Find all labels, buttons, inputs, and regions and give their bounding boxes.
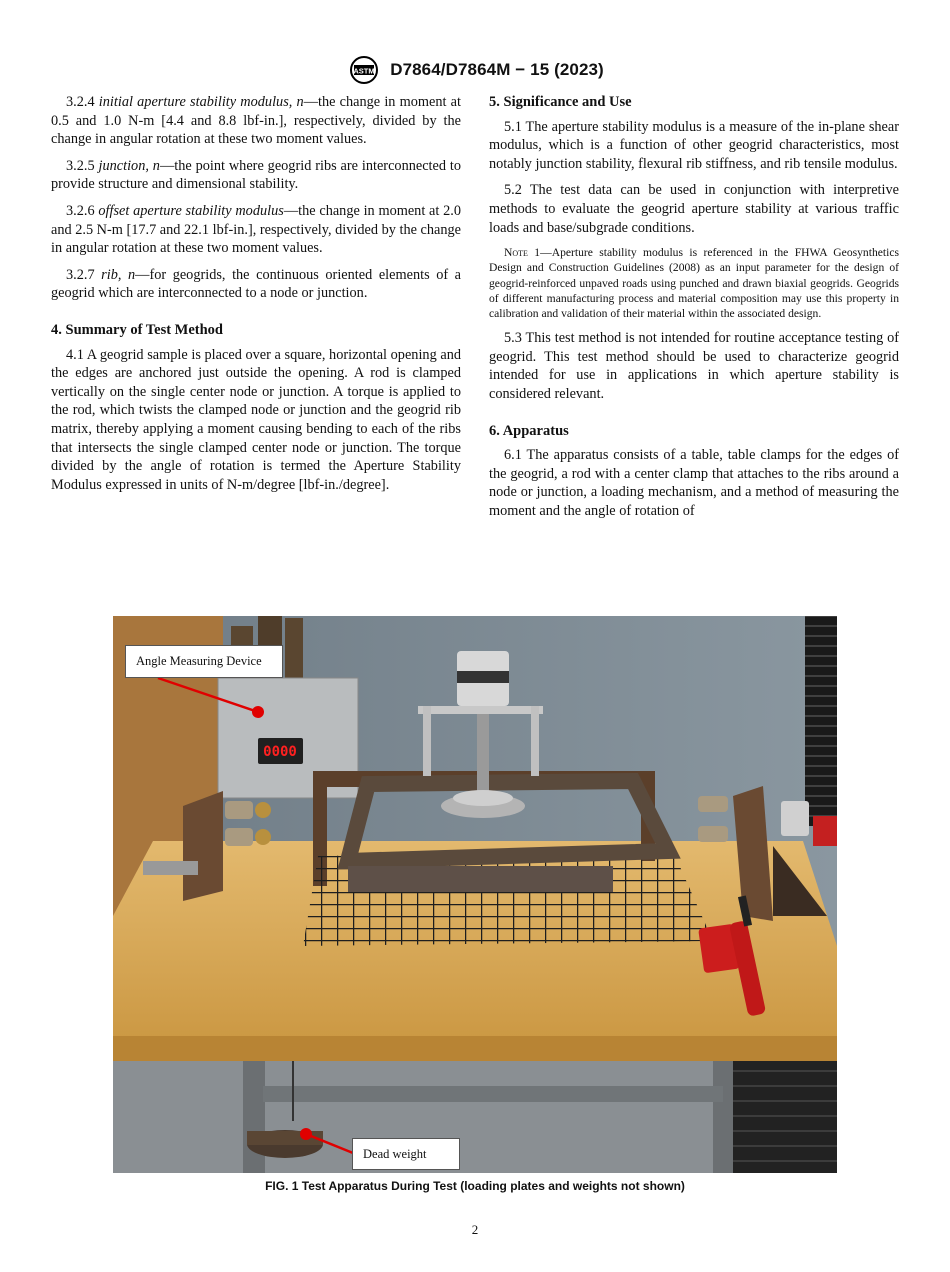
term: rib, n [101,266,136,283]
display-reading: 0000 [263,744,297,760]
table-rail [263,1086,723,1102]
note-1: Note 1—Aperture stability modulus is referenced in the FHWA Geosynthetics Design and Construction Guidelines (2008) as an input parameter for the design of geogrid-reinforced unpaved roads using punched and drawn biaxial geogrids. Geogrids of different manufacturing process and material composition may use this property in calibration and validation of their material within the associated design. [489,246,899,320]
standard-designation: D7864/D7864M − 15 (2023) [390,60,604,79]
bolts [143,861,198,875]
term: junction, n [98,157,160,174]
section-heading-6: 6. Apparatus [489,422,569,439]
left-column [51,93,461,502]
paragraph-3-2-6: 3.2.6 offset aperture stability modulus—the change in moment at 2.0 and 2.5 N-m [17.7 and 22.1 lbf-in.], respectively, divided by the change in angular rotation at these two moment values. [51,202,461,257]
figure-caption: FIG. 1 Test Apparatus During Test (loading plates and weights not shown) [265,1179,685,1193]
section-heading-5: 5. Significance and Use [489,94,632,110]
loading-bracket [418,706,543,714]
paragraph-3-2-4: 3.2.4 initial aperture stability modulus, n—the change in moment at 0.5 and 1.0 N-m [4.4 and 8.8 lbf-in.], respectively, divided by the change in angular rotation at these two moment values. [51,94,462,148]
page-number: 2 [471,1222,479,1237]
paragraph-5-3: 5.3 This test method is not intended for routine acceptance testing of geogrid. This test method should be used to characterize geogrid intended for use in applications in which aperture stability is considered relevant. [489,330,899,402]
term: offset aperture stability modulus [98,202,284,219]
left-clamp [183,791,223,901]
figure-photo [113,616,837,1173]
paragraph-3-2-5: 3.2.5 junction, n—the point where geogrid ribs are interconnected to provide structure and dimensional stability. [51,157,462,193]
table-leg [713,1046,735,1173]
paragraph-6-1: 6.1 The apparatus consists of a table, table clamps for the edges of the geogrid, a rod with a center clamp that attaches to the ribs around a node or junction, a loading mechanism, and a method of measuring the moment and the angle of rotation of [489,447,899,519]
paragraph-5-1: 5.1 The aperture stability modulus is a measure of the in-plane shear modulus, which is a function of other geogrid characteristics, most notably junction stability, flexural rib stiffness, and rib tensile modulus. [489,118,899,172]
mesh-panel [805,616,837,826]
term: initial aperture stability modulus, n [98,94,304,110]
right-column [489,93,899,529]
callout-angle-measuring-device: Angle Measuring Device [125,645,283,678]
logo-text: ASTM [353,66,375,76]
paragraph-5-2: 5.2 The test data can be used in conjunction with interpretive methods to evaluate the geogrid aperture stability at various traffic loads and base/subgrade conditions. [489,182,899,236]
astm-logo-icon [346,55,382,85]
apparatus-illustration [113,616,837,1173]
paragraph-3-2-7: 3.2.7 rib, n—for geogrids, the continuous oriented elements of a geogrid which are interconnected to a node or junction. [51,266,462,302]
page-header [0,55,950,85]
callout-dead-weight: Dead weight [352,1138,460,1170]
section-heading-4: 4. Summary of Test Method [51,321,223,338]
mesh-lower [733,1056,837,1173]
paragraph-4-1: 4.1 A geogrid sample is placed over a square, horizontal opening and the edges are anchored just outside the opening. A rod is clamped vertically on the single center node or junction. A torque is applied to the rod, which twists the clamped node or junction and the geogrid rib matrix, thereby applying a moment causing bending to each of the ribs that intersects the single clamped center node or junction. The torque divided by the angle of rotation is termed the Aperture Stability Modulus expressed in units of N-m/degree [lbf-in./degree]. [51,346,461,493]
